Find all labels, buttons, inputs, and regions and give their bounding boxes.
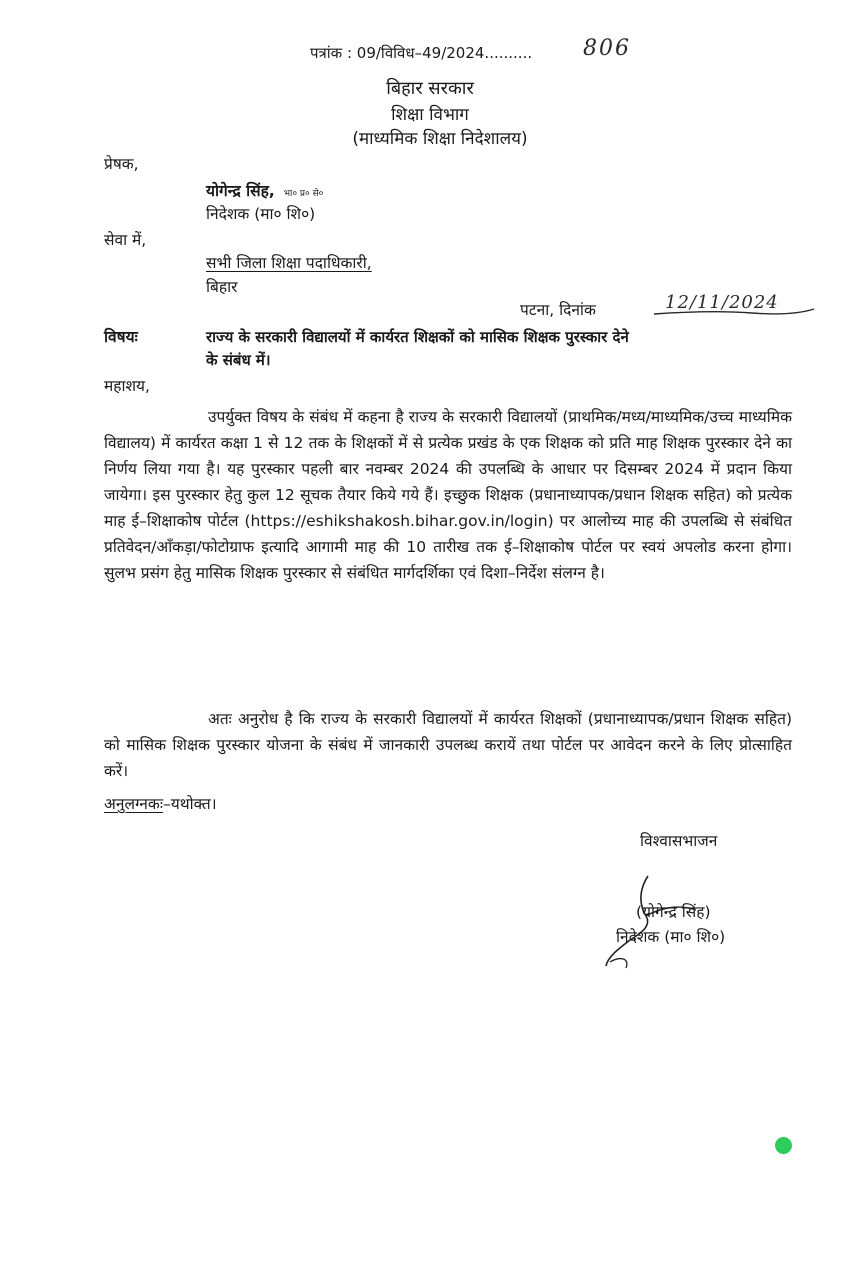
sender-designation: निदेशक (मा० शि०): [206, 205, 316, 223]
body-paragraph-1: उपर्युक्त विषय के संबंध में कहना है राज्य के सरकारी विद्यालयों (प्राथमिक/मध्य/माध्यमिक/उच्च माध्यमिक विद्यालय) में कार्यरत कक्षा 1 से 12 तक के शिक्षकों में से प्रत्येक प्रखंड के एक शिक्षक को प्रति माह शिक्षक पुरस्कार देने का निर्णय लिया गया है। यह पुरस्कार पहली बार नवम्बर 2024 की उपलब्धि के आधार पर दिसम्बर 2024 में प्रदान किया जायेगा। इस पुरस्कार हेतु कुल 12 सूचक तैयार किये गये हैं। इच्छुक शिक्षक (प्रधानाध्यापक/प्रधान शिक्षक सहित) को प्रत्येक माह ई–शिक्षाकोष पोर्टल (https://eshikshakosh.bihar.gov.in/login) पर आलोच्य माह की उपलब्धि से संबंधित प्रतिवेदन/आँकड़ा/फोटोग्राफ इत्यादि आगामी माह की 10 तारीख तक ई–शिक्षाकोष पोर्टल पर स्वयं अपलोड करना होगा। सुलभ प्रसंग हेतु मासिक शिक्षक पुरस्कार से संबंधित मार्गदर्शिका एवं दिशा–निर्देश संलग्न है।: [104, 408, 792, 582]
recipient-name: सभी जिला शिक्षा पदाधिकारी,: [206, 254, 372, 272]
date-handwritten: 12/11/2024: [665, 292, 779, 313]
reference-number-text: पत्रांक : 09/विविध–49/2024..........: [310, 44, 533, 62]
directorate-title: (माध्यमिक शिक्षा निदेशालय): [352, 129, 528, 149]
govt-title: बिहार सरकार: [386, 78, 474, 99]
recipient-label: सेवा में,: [104, 231, 147, 249]
sender-name: योगेन्द्र सिंह,: [206, 182, 275, 200]
body-paragraph-2: अतः अनुरोध है कि राज्य के सरकारी विद्यालयों में कार्यरत शिक्षकों (प्रधानाध्यापक/प्रधान शिक्षक सहित) को मासिक शिक्षक पुरस्कार योजना के संबंध में जानकारी उपलब्ध करायें तथा पोर्टल पर आवेदन करने के लिए प्रोत्साहित करें।: [104, 710, 792, 780]
closing-designation: निदेशक (मा० शि०): [616, 928, 726, 946]
date-place-label: पटना, दिनांक: [520, 301, 596, 319]
enclosure-line: [104, 793, 217, 815]
closing-name: (योगेन्द्र सिंह): [636, 903, 711, 921]
reference-number: [310, 42, 532, 64]
department-title: शिक्षा विभाग: [391, 105, 469, 125]
sender-service-tag: भा० प्र० से०: [283, 189, 324, 199]
sender-label: प्रेषक,: [104, 155, 139, 173]
recipient-state: बिहार: [206, 278, 238, 296]
closing-faithfully: विश्वासभाजन: [640, 832, 718, 850]
date-underline-stroke: [652, 304, 817, 318]
enclosure-value: –यथोक्त।: [162, 795, 217, 813]
subject-line-2: के संबंध में।: [206, 351, 271, 369]
reference-handwritten: 806: [583, 36, 631, 61]
enclosure-label: अनुलग्नकः: [104, 795, 163, 813]
subject-line-1: राज्य के सरकारी विद्यालयों में कार्यरत शिक्षकों को मासिक शिक्षक पुरस्कार देने: [206, 328, 629, 346]
salutation: महाशय,: [104, 377, 150, 395]
status-dot: [775, 1137, 792, 1154]
sender-name-line: [206, 180, 323, 205]
subject-label: विषयः: [104, 328, 138, 346]
